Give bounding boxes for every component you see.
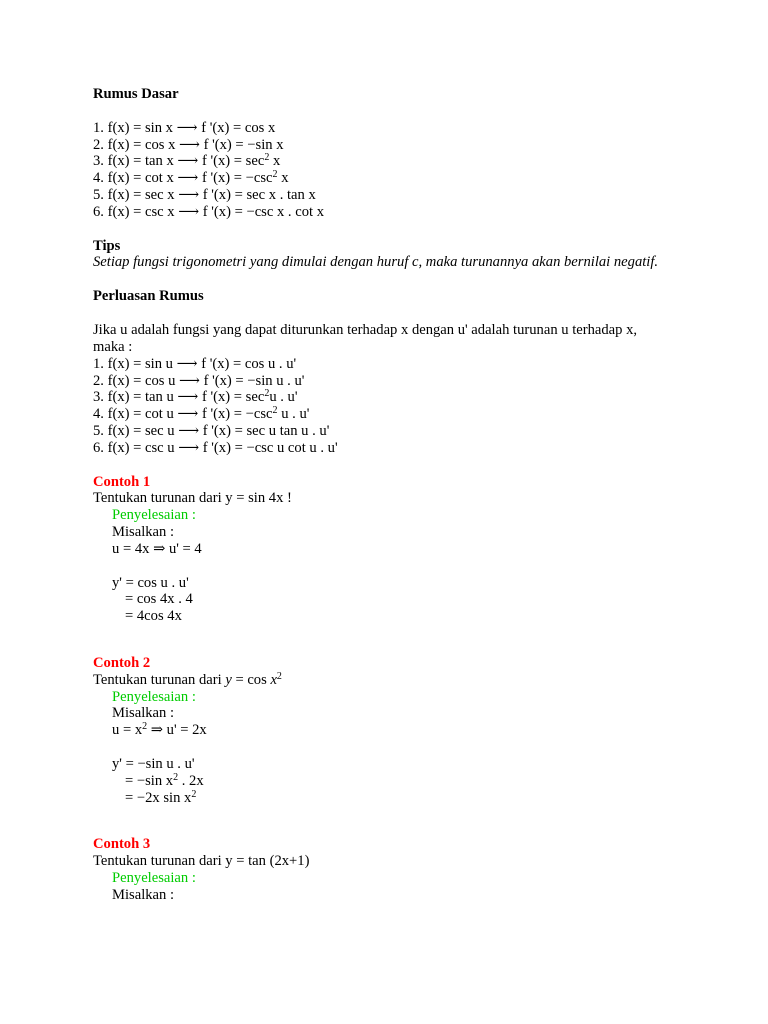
formula-exponent: 2 bbox=[264, 152, 270, 164]
formula-text: 4. f(x) = cot x ⟶ f '(x) = −csc bbox=[93, 170, 273, 187]
formula-tail: . 2x bbox=[178, 772, 204, 789]
contoh-1-solution-label: Penyelesaian : bbox=[112, 507, 196, 524]
document-page bbox=[93, 86, 693, 903]
formula-exponent: 2 bbox=[276, 670, 282, 682]
contoh-1-question: Tentukan turunan dari y = sin 4x ! bbox=[93, 490, 292, 507]
formula-tail: x bbox=[269, 153, 281, 170]
formula-exponent: 2 bbox=[173, 771, 179, 783]
math-variable: y bbox=[225, 671, 232, 688]
formula-exponent: 2 bbox=[272, 405, 278, 417]
formula-text: 4. f(x) = cot u ⟶ f '(x) = −csc bbox=[93, 406, 273, 423]
contoh-2-solution-label: Penyelesaian : bbox=[112, 688, 196, 705]
perluasan-item-4 bbox=[93, 406, 693, 423]
perluasan-intro-line-2: maka : bbox=[93, 338, 133, 355]
formula-exponent: 2 bbox=[264, 388, 270, 400]
contoh-3-question: Tentukan turunan dari y = tan (2x+1) bbox=[93, 853, 310, 870]
math-variable: x bbox=[270, 671, 277, 688]
rumus-dasar-item-2: 2. f(x) = cos x ⟶ f '(x) = −sin x bbox=[93, 136, 284, 153]
formula-exponent: 2 bbox=[142, 721, 148, 733]
tips-heading: Tips bbox=[93, 237, 121, 254]
contoh-1-step-1: y' = cos u . u' bbox=[112, 574, 189, 591]
contoh-3-solution-label: Penyelesaian : bbox=[112, 869, 196, 886]
formula-tail: ⇒ u' = 2x bbox=[147, 722, 207, 739]
rumus-dasar-item-5: 5. f(x) = sec x ⟶ f '(x) = sec x . tan x bbox=[93, 186, 316, 203]
perluasan-intro-line-1: Jika u adalah fungsi yang dapat diturunkan terhadap x dengan u' adalah turunan u terhadap x, bbox=[93, 322, 638, 339]
contoh-2-step-3 bbox=[93, 790, 693, 807]
formula-text: 3. f(x) = tan u ⟶ f '(x) = sec bbox=[93, 389, 265, 406]
contoh-1-step-2: = cos 4x . 4 bbox=[125, 591, 193, 608]
perluasan-item-6: 6. f(x) = csc u ⟶ f '(x) = −csc u cot u . u' bbox=[93, 439, 338, 456]
rumus-dasar-heading: Rumus Dasar bbox=[93, 86, 179, 102]
contoh-2-step-2 bbox=[93, 773, 693, 790]
formula-tail: u . u' bbox=[269, 389, 298, 406]
contoh-1-misalkan: Misalkan : bbox=[112, 523, 175, 540]
contoh-1-substitution: u = 4x ⇒ u' = 4 bbox=[112, 540, 202, 557]
formula-text: u = x bbox=[112, 722, 143, 739]
formula-text: = −sin x bbox=[125, 772, 174, 789]
contoh-2-question bbox=[93, 672, 693, 689]
question-text: = cos bbox=[231, 671, 271, 688]
contoh-2-misalkan: Misalkan : bbox=[112, 705, 175, 722]
contoh-2-substitution bbox=[93, 722, 693, 739]
formula-text: 3. f(x) = tan x ⟶ f '(x) = sec bbox=[93, 153, 265, 170]
contoh-2-title: Contoh 2 bbox=[93, 654, 151, 671]
rumus-dasar-item-3 bbox=[93, 153, 693, 170]
contoh-3-misalkan: Misalkan : bbox=[112, 886, 175, 903]
formula-exponent: 2 bbox=[191, 788, 197, 800]
rumus-dasar-item-1: 1. f(x) = sin x ⟶ f '(x) = cos x bbox=[93, 119, 276, 136]
contoh-1-step-3: = 4cos 4x bbox=[125, 608, 182, 625]
tips-text: Setiap fungsi trigonometri yang dimulai dengan huruf c, maka turunannya akan bernilai negatif. bbox=[93, 254, 659, 271]
perluasan-item-2: 2. f(x) = cos u ⟶ f '(x) = −sin u . u' bbox=[93, 372, 305, 389]
formula-tail: x bbox=[277, 170, 289, 187]
perluasan-heading: Perluasan Rumus bbox=[93, 288, 204, 305]
perluasan-item-3 bbox=[93, 389, 693, 406]
rumus-dasar-item-4 bbox=[93, 170, 693, 187]
perluasan-item-5: 5. f(x) = sec u ⟶ f '(x) = sec u tan u . u' bbox=[93, 422, 330, 439]
rumus-dasar-item-6: 6. f(x) = csc x ⟶ f '(x) = −csc x . cot x bbox=[93, 203, 325, 220]
formula-tail: u . u' bbox=[277, 406, 310, 423]
contoh-2-step-1: y' = −sin u . u' bbox=[112, 755, 195, 772]
formula-exponent: 2 bbox=[272, 169, 278, 181]
question-text: Tentukan turunan dari bbox=[93, 671, 226, 688]
contoh-3-title: Contoh 3 bbox=[93, 836, 151, 853]
perluasan-item-1: 1. f(x) = sin u ⟶ f '(x) = cos u . u' bbox=[93, 355, 297, 372]
contoh-1-title: Contoh 1 bbox=[93, 473, 151, 490]
formula-text: = −2x sin x bbox=[125, 789, 192, 806]
